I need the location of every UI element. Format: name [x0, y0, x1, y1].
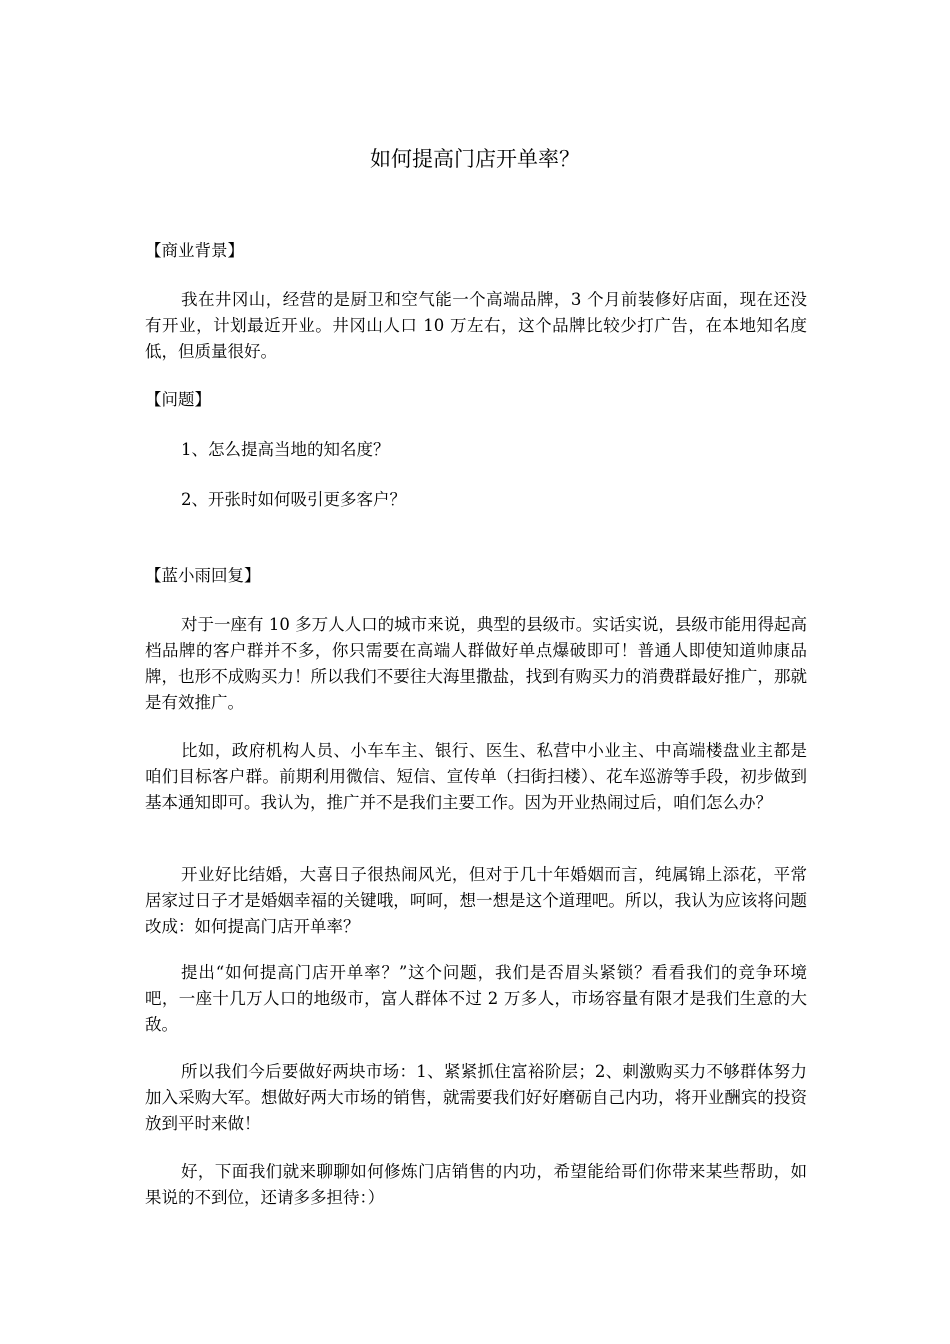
paragraph-business-background: 我在井冈山，经营的是厨卫和空气能一个高端品牌，3 个月前装修好店面，现在还没有开业，计划最近开业。井冈山人口 10 万左右，这个品牌比较少打广告，在本地知名度低，但质量很好。: [145, 290, 807, 361]
section-heading-question: 【问题】: [145, 390, 211, 409]
question-item-2: 2、开张时如何吸引更多客户？: [181, 490, 406, 509]
reply-paragraph-4: 提出“如何提高门店开单率？”这个问题，我们是否眉头紧锁？看看我们的竞争环境吧，一座十几万人口的地级市，富人群体不过 2 万多人，市场容量有限才是我们生意的大敌。: [145, 963, 807, 1034]
reply-paragraph-1: 对于一座有 10 多万人人口的城市来说，典型的县级市。实话实说，县级市能用得起高档品牌的客户群并不多，你只需要在高端人群做好单点爆破即可！普通人即使知道帅康品牌，也形不成购买力！所以我们不要往大海里撒盐，找到有购买力的消费群最好推广，那就是有效推广。: [145, 615, 807, 712]
question-item-1: 1、怎么提高当地的知名度？: [181, 440, 390, 459]
section-heading-business-background: 【商业背景】: [145, 241, 244, 260]
document-title: 如何提高门店开单率？: [370, 147, 580, 171]
reply-paragraph-2: 比如，政府机构人员、小车车主、银行、医生、私营中小业主、中高端楼盘业主都是咱们目标客户群。前期利用微信、短信、宣传单（扫街扫楼）、花车巡游等手段，初步做到基本通知即可。我认为，推广并不是我们主要工作。因为开业热闹过后，咱们怎么办？: [145, 741, 807, 812]
reply-paragraph-3: 开业好比结婚，大喜日子很热闹风光，但对于几十年婚姻而言，纯属锦上添花，平常居家过日子才是婚姻幸福的关键哦，呵呵，想一想是这个道理吧。所以，我认为应该将问题改成：如何提高门店开单率？: [145, 865, 807, 936]
reply-paragraph-5: 所以我们今后要做好两块市场：1、紧紧抓住富裕阶层；2、刺激购买力不够群体努力加入采购大军。想做好两大市场的销售，就需要我们好好磨砺自己内功，将开业酬宾的投资放到平时来做！: [145, 1062, 807, 1133]
reply-paragraph-6: 好，下面我们就来聊聊如何修炼门店销售的内功，希望能给哥们你带来某些帮助，如果说的不到位，还请多多担待：）: [145, 1162, 807, 1207]
section-heading-reply: 【蓝小雨回复】: [145, 566, 261, 585]
